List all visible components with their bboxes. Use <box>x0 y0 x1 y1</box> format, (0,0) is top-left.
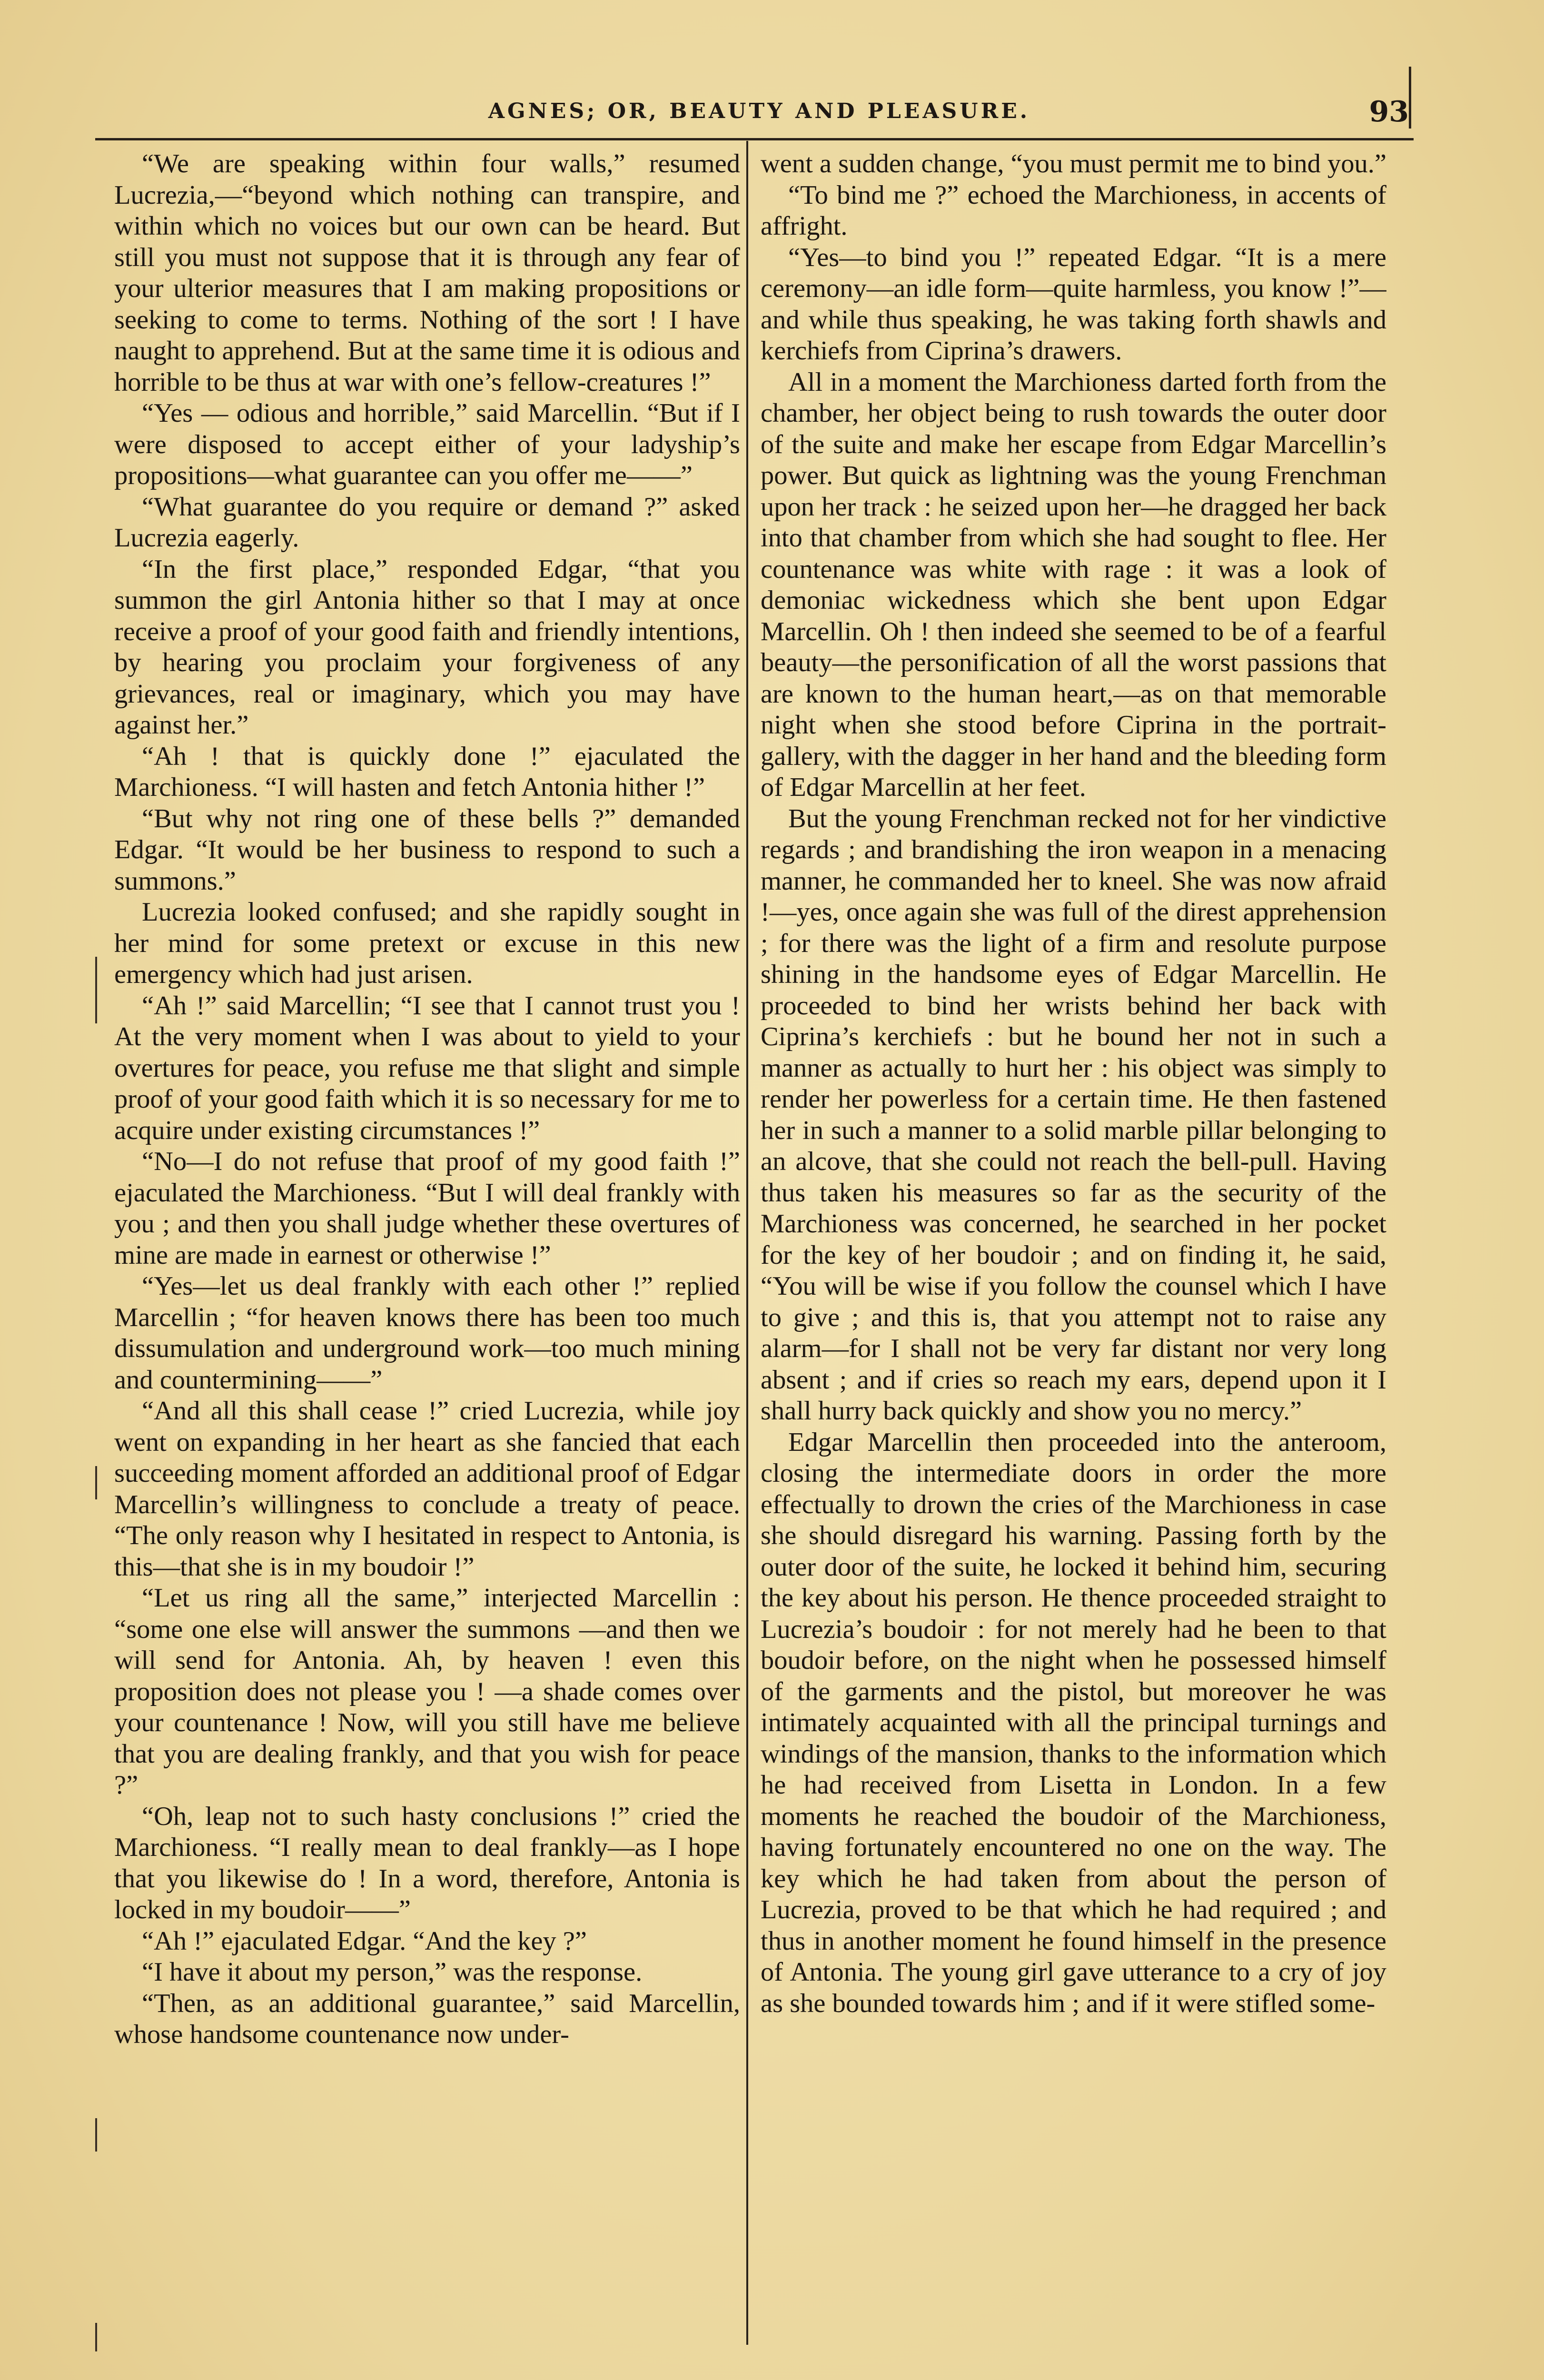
page-number: 93 <box>1369 95 1409 129</box>
paragraph: “Then, as an additional guarantee,” said Marcellin, whose handsome countenance now under- <box>114 1988 740 2049</box>
margin-mark <box>95 2118 97 2152</box>
paragraph: “Let us ring all the same,” interjected Marcellin : “some one else will answer the summons —and then we will send for Antonia. Ah, by heaven ! even this proposition does not please you ! —a shade comes over your countenance ! Now, will you still have me believe that you are dealing frankly, and that you wish for peace ?” <box>114 1583 740 1800</box>
paragraph: “And all this shall cease !” cried Lucrezia, while joy went on expanding in her heart as she fancied that each succeeding moment afforded an additional proof of Edgar Marcellin’s willingness to conclude a treaty of peace. “The only reason why I hesitated in respect to Antonia, is this—that she is in my boudoir !” <box>114 1396 740 1582</box>
paragraph: “Yes—let us deal frankly with each other !” replied Marcellin ; “for heaven knows there has been too much dissumulation and underground work—too much mining and countermining——” <box>114 1271 740 1395</box>
paragraph: “What guarantee do you require or demand ?” asked Lucrezia eagerly. <box>114 492 740 553</box>
running-title: AGNES; OR, BEAUTY AND PLEASURE. <box>488 99 1030 123</box>
page-edge-mark <box>1409 67 1411 129</box>
column-divider <box>746 141 748 2345</box>
paragraph: “In the first place,” responded Edgar, “that you summon the girl Antonia hither so that I may at once receive a proof of your good faith and friendly intentions, by hearing you proclaim your forgiveness of any grievances, real or imaginary, which you may have against her.” <box>114 554 740 740</box>
paragraph: “Ah !” said Marcellin; “I see that I cannot trust you ! At the very moment when I was about to yield to your overtures for peace, you refuse me that slight and simple proof of your good faith which it is so necessary for me to acquire under existing circumstances !” <box>114 991 740 1145</box>
paragraph: “I have it about my person,” was the response. <box>142 1957 643 1987</box>
text-column-left <box>114 149 740 2348</box>
paragraph: “Yes—to bind you !” repeated Edgar. “It is a mere ceremony—an idle form—quite harmless, you know !”—and while thus speaking, he was taking forth shawls and kerchiefs from Ciprina’s drawers. <box>761 242 1386 366</box>
margin-mark <box>95 1466 97 1499</box>
paragraph: went a sudden change, “you must permit me to bind you.” <box>761 149 1386 178</box>
paragraph: “Oh, leap not to such hasty conclusions !” cried the Marchioness. “I really mean to deal frankly—as I hope that you likewise do ! In a word, therefore, Antonia is locked in my boudoir——” <box>114 1801 740 1924</box>
paragraph: “But why not ring one of these bells ?” demanded Edgar. “It would be her business to respond to such a summons.” <box>114 803 740 896</box>
paragraph: “To bind me ?” echoed the Marchioness, in accents of affright. <box>761 180 1386 241</box>
paragraph: Lucrezia looked confused; and she rapidly sought in her mind for some pretext or excuse in this new emergency which had just arisen. <box>114 897 740 989</box>
paragraph: But the young Frenchman recked not for her vindictive regards ; and brandishing the iron weapon in a menacing manner, he commanded her to kneel. She was now afraid !—yes, once again she was full of the direst apprehension ; for there was the light of a firm and resolute purpose shining in the handsome eyes of Edgar Marcellin. He proceeded to bind her wrists behind her back with Ciprina’s kerchiefs : but he bound her not in such a manner as actually to hurt her : his object was simply to render her powerless for a certain time. He then fastened her in such a manner to a solid marble pillar belonging to an alcove, that she could not reach the bell-pull. Having thus taken his measures so far as the security of the Marchioness was concerned, he searched in her pocket for the key of her boudoir ; and on finding it, he said, “You will be wise if you follow the counsel which I have to give ; and this is, that you attempt not to raise any alarm—for I shall not be very far distant nor very long absent ; and if cries so reach my ears, depend upon it I shall hurry back quickly and show you no mercy.” <box>761 803 1386 1426</box>
paragraph: “Ah ! that is quickly done !” ejaculated the Marchioness. “I will hasten and fetch Antonia hither !” <box>114 741 740 802</box>
paragraph: Edgar Marcellin then proceeded into the anteroom, closing the intermediate doors in order the more effectually to drown the cries of the Marchioness in case she should disregard his warning. Passing forth by the outer door of the suite, he locked it behind him, securing the key about his person. He thence proceeded straight to Lucrezia’s boudoir : for not merely had he been to that boudoir before, on the night when he possessed himself of the garments and the pistol, but moreover he was intimately acquainted with all the principal turnings and windings of the mansion, thanks to the information which he had received from Lisetta in London. In a few moments he reached the boudoir of the Marchioness, having fortunately encountered no one on the way. The key which he had taken from about the person of Lucrezia, proved to be that which he had required ; and thus in another moment he found himself in the presence of Antonia. The young girl gave utterance to a cry of joy as she bounded towards him ; and if it were stifled some- <box>761 1427 1386 2018</box>
paragraph: “Yes — odious and horrible,” said Marcellin. “But if I were disposed to accept either of your ladyship’s propositions—what guarantee can you offer me——” <box>114 398 740 490</box>
paragraph: “Ah !” ejaculated Edgar. “And the key ?” <box>142 1926 587 1956</box>
margin-mark <box>95 957 97 1023</box>
paragraph: “No—I do not refuse that proof of my good faith !” ejaculated the Marchioness. “But I will deal frankly with you ; and then you shall judge whether these overtures of mine are made in earnest or otherwise !” <box>114 1147 740 1270</box>
margin-mark <box>95 2323 97 2351</box>
running-header <box>109 95 1409 138</box>
text-column-right <box>761 149 1386 2348</box>
paragraph: All in a moment the Marchioness darted forth from the chamber, her object being to rush towards the outer door of the suite and make her escape from Edgar Marcellin’s power. But quick as lightning was the young Frenchman upon her track : he seized upon her—he dragged her back into that chamber from which she had sought to flee. Her countenance was white with rage : it was a look of demoniac wickedness which she bent upon Edgar Marcellin. Oh ! then indeed she seemed to be of a fearful beauty—the personification of all the worst passions that are known to the human heart,—as on that memorable night when she stood before Ciprina in the portrait-gallery, with the dagger in her hand and the bleeding form of Edgar Marcellin at her feet. <box>761 367 1386 802</box>
paragraph: “We are speaking within four walls,” resumed Lucrezia,—“beyond which nothing can transpire, and within which no voices but our own can be heard. But still you must not suppose that it is through any fear of your ulterior measures that I am making propositions or seeking to come to terms. Nothing of the sort ! I have naught to apprehend. But at the same time it is odious and horrible to be thus at war with one’s fellow-creatures !” <box>114 149 740 397</box>
header-rule <box>95 138 1414 140</box>
